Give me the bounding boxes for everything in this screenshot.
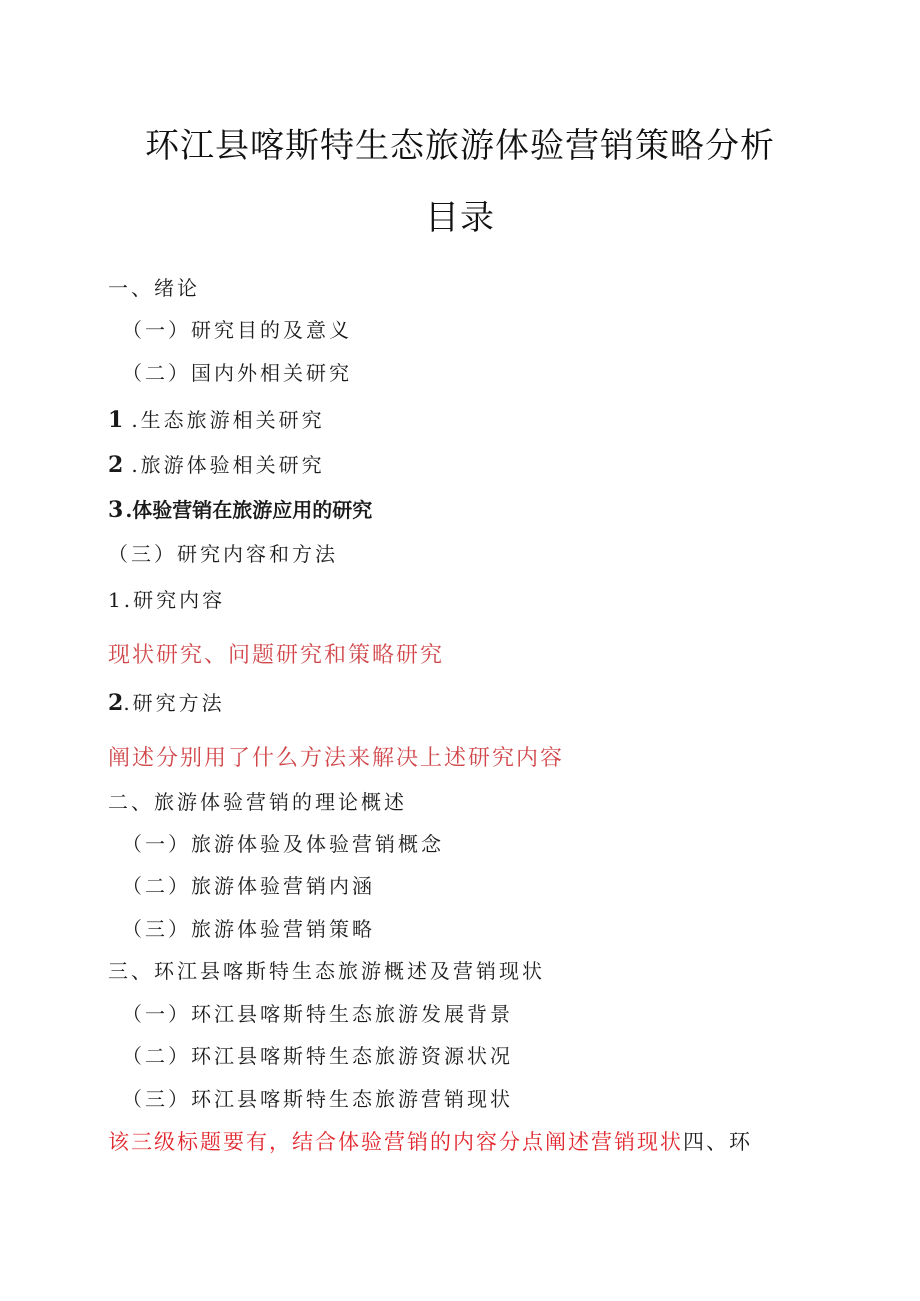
toc-entry-s3-2: （二）环江县喀斯特生态旅游资源状况 [122,1044,513,1068]
toc-heading: 目录 [425,198,495,238]
toc-entry-s1-2-3 [108,499,372,521]
toc-entry-s1-3-1: 1.研究内容 [108,588,226,612]
toc-entry-number: 1 [108,407,124,433]
toc-entry-text: .旅游体验相关研究 [131,453,325,477]
toc-entry-s1-1: （一）研究目的及意义 [122,318,352,342]
toc-entry-number: 3 [108,497,124,523]
toc-entry-s3-1: （一）环江县喀斯特生态旅游发展背景 [122,1002,513,1026]
editor-note-1: 现状研究、问题研究和策略研究 [108,643,445,668]
toc-entry-s2-3: （三）旅游体验营销策略 [122,917,375,941]
toc-entry-number: 2 [108,690,124,716]
toc-entry-s1-3: （三）研究内容和方法 [108,542,338,566]
toc-entry-text: .研究方法 [123,691,225,715]
toc-entry-s2-2: （二）旅游体验营销内涵 [122,874,375,898]
toc-entry-s1: 一、绪论 [108,276,200,300]
toc-entry-s4-start: 四、环 [683,1130,752,1154]
toc-entry-s2-1: （一）旅游体验及体验营销概念 [122,832,444,856]
toc-entry-text: .体验营销在旅游应用的研究 [125,498,373,522]
document-title: 环江县喀斯特生态旅游体验营销策略分析 [145,126,775,166]
toc-note-line [108,1132,752,1153]
toc-entry-s1-2-2 [108,454,325,476]
editor-note-3: 该三级标题要有，结合体验营销的内容分点阐述营销现状 [108,1130,683,1154]
toc-entry-s3-3: （三）环江县喀斯特生态旅游营销现状 [122,1087,513,1111]
toc-entry-s1-2-1 [108,409,325,431]
toc-entry-s1-3-2 [108,692,225,714]
toc-entry-s2: 二、旅游体验营销的理论概述 [108,790,407,814]
toc-entry-s3: 三、环江县喀斯特生态旅游概述及营销现状 [108,959,545,983]
toc-entry-number: 2 [108,452,124,478]
editor-note-2: 阐述分别用了什么方法来解决上述研究内容 [108,746,565,771]
toc-entry-s1-2: （二）国内外相关研究 [122,361,352,385]
toc-entry-text: .生态旅游相关研究 [131,408,325,432]
